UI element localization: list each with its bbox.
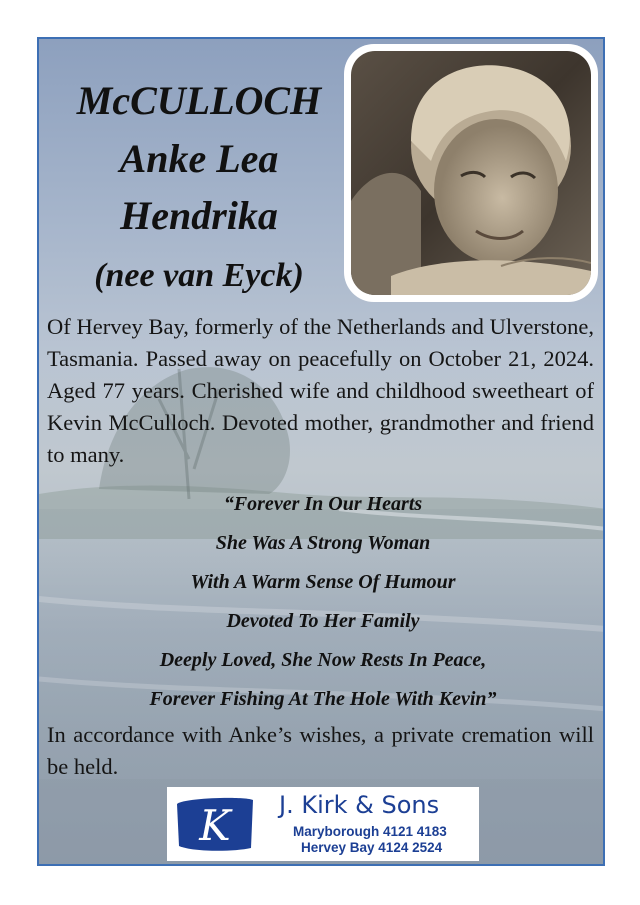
notice-card <box>37 37 605 866</box>
intro-paragraph: Of Hervey Bay, formerly of the Netherlands and Ulverstone, Tasmania. Passed away on peacefully on October 21, 2024. Aged 77 years. Cherished wife and childhood sweetheart of Kevin McCulloch. Devoted mother, grandmother and friend to many. <box>47 314 594 467</box>
portrait-photo <box>351 51 591 295</box>
portrait-frame <box>344 44 598 302</box>
verse-line: Devoted To Her Family <box>226 610 420 632</box>
kirk-k-logo-icon <box>173 794 257 854</box>
verse-line: With A Warm Sense Of Humour <box>190 571 456 593</box>
surname-heading: McCULLOCH <box>76 78 322 123</box>
given-name-line-1: Anke Lea <box>119 136 279 181</box>
logo-letter: K <box>199 801 231 850</box>
funeral-director-logo <box>167 787 479 861</box>
phone-maryborough: Maryborough 4121 4183 <box>293 824 447 839</box>
verse-line: Forever Fishing At The Hole With Kevin” <box>149 688 497 710</box>
verse-line: Deeply Loved, She Now Rests In Peace, <box>159 649 487 671</box>
verse-line: “Forever In Our Hearts <box>223 493 423 515</box>
phone-hervey-bay: Hervey Bay 4124 2524 <box>301 840 443 855</box>
closing-paragraph: In accordance with Anke’s wishes, a private cremation will be held. <box>47 722 594 779</box>
maiden-name: (nee van Eyck) <box>94 257 304 294</box>
verse-line: She Was A Strong Woman <box>215 532 431 554</box>
given-name-line-2: Hendrika <box>120 193 278 238</box>
funeral-director-name: J. Kirk & Sons <box>279 791 440 819</box>
